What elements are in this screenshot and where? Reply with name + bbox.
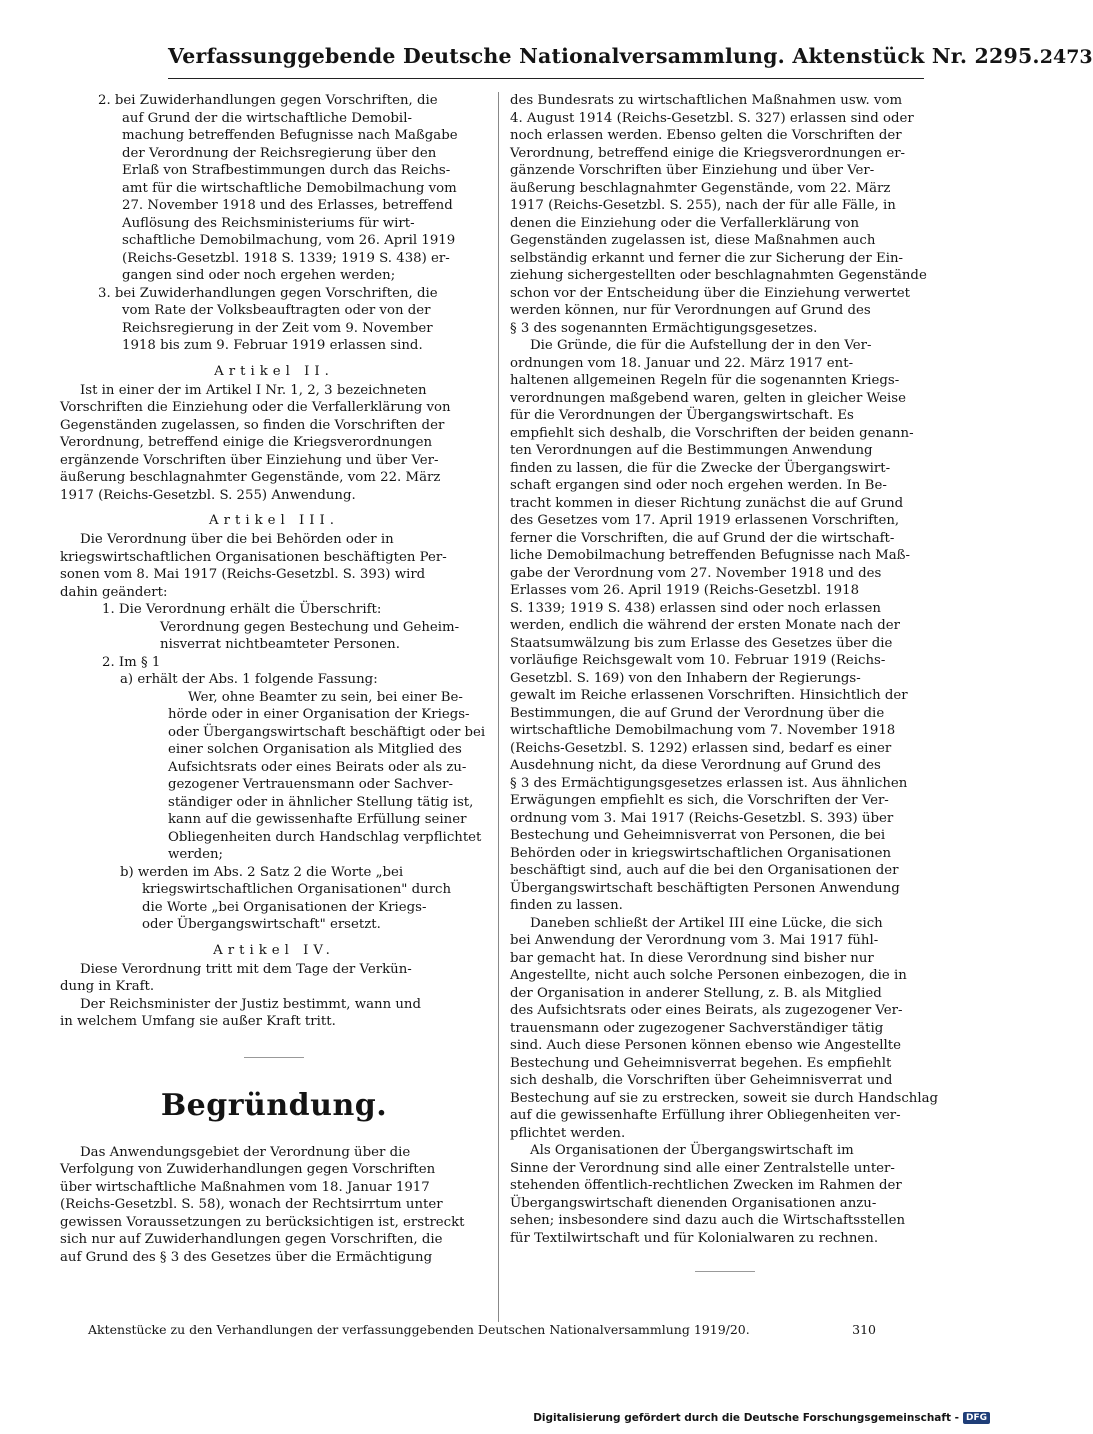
text-line: Angestellte, nicht auch solche Personen einbezogen, die in (510, 968, 907, 983)
dfg-logo: DFG (963, 1412, 990, 1424)
text-line: Die Verordnung über die bei Behörden oder in (80, 532, 394, 547)
left-column (60, 92, 488, 1266)
text-line: Bestechung auf sie zu erstrecken, soweit sie durch Handschlag (510, 1090, 939, 1106)
text-line: dahin geändert: (60, 584, 168, 600)
text-line: noch erlassen werden. Ebenso gelten die Vorschriften der (510, 128, 902, 143)
text-line: finden zu lassen. (510, 898, 623, 913)
text-line: sich nur auf Zuwiderhandlungen gegen Vorschriften, die (60, 1232, 443, 1247)
text-line: (Reichs-Gesetzbl. S. 1292) erlassen sind, bedarf es einer (510, 740, 892, 756)
text-line: der Organisation in anderer Stellung, z. B. als Mitglied (510, 985, 882, 1001)
text-line: einer solchen Organisation als Mitglied des (168, 742, 462, 757)
text-line: auf die gewissenhafte Erfüllung ihrer Obliegenheiten ver- (510, 1108, 901, 1123)
text-line: beschäftigt sind, auch auf die bei den Organisationen der (510, 863, 899, 878)
text-line: äußerung beschlagnahmter Gegenstände, vom 22. März (510, 180, 891, 196)
text-line: Bestimmungen, die auf Grund der Verordnung über die (510, 705, 885, 721)
text-line: 3. bei Zuwiderhandlungen gegen Vorschriften, die (98, 285, 438, 301)
text-line: Ist in einer der im Artikel I Nr. 1, 2, 3 bezeichneten (80, 382, 427, 398)
text-line: gewalt im Reiche erlassenen Vorschriften. Hinsichtlich der (510, 688, 908, 703)
text-line: bar gemacht hat. In diese Verordnung sind bisher nur (510, 950, 874, 966)
text-line: Übergangswirtschaft dienenden Organisationen anzu- (510, 1195, 877, 1211)
text-line: sonen vom 8. Mai 1917 (Reichs-Gesetzbl. S. 393) wird (60, 567, 426, 582)
header-title: Verfassunggebende Deutsche Nationalversammlung. Aktenstück Nr. 2295. (168, 44, 1040, 68)
text-line: hörde oder in einer Organisation der Kriegs- (168, 707, 470, 722)
text-line: finden zu lassen, die für die Zwecke der Übergangswirt- (510, 460, 891, 476)
text-line: ständiger oder in ähnlicher Stellung tätig ist, (168, 794, 474, 810)
text-line: werden können, nur für Verordnungen auf Grund des (510, 303, 871, 318)
text-line: amt für die wirtschaftliche Demobilmachung vom (122, 180, 457, 196)
text-line: Gegenständen zugelassen ist, diese Maßnahmen auch (510, 233, 876, 248)
text-line: des Gesetzes vom 17. April 1919 erlassenen Vorschriften, (510, 513, 900, 528)
text-line: gewissen Voraussetzungen zu berücksichtigen ist, erstreckt (60, 1214, 465, 1230)
page-number: 2473 (1039, 46, 1093, 68)
text-line: kriegswirtschaftlichen Organisationen" durch (142, 882, 452, 897)
text-line: über wirtschaftliche Maßnahmen vom 18. Januar 1917 (60, 1179, 430, 1195)
text-line: Erlasses vom 26. April 1919 (Reichs-Gesetzbl. 1918 (510, 583, 860, 598)
text-line: Aufsichtsrats oder eines Beirats oder als zu- (168, 759, 467, 775)
text-line: Verordnung gegen Bestechung und Geheim- (160, 619, 460, 635)
text-line: selbständig erkannt und ferner die zur Sicherung der Ein- (510, 250, 904, 266)
right-column (510, 92, 940, 1282)
text-line: für die Verordnungen der Übergangswirtschaft. Es (510, 408, 854, 423)
artikel-heading: Artikel II. (214, 363, 334, 379)
sheet-number: 310 (852, 1322, 876, 1337)
digitization-credit (533, 1412, 990, 1424)
column-divider (498, 92, 499, 1322)
text-line: Gesetzbl. S. 169) von den Inhabern der Regierungs- (510, 670, 861, 686)
text-line: 1917 (Reichs-Gesetzbl. S. 255), nach der für alle Fälle, in (510, 198, 896, 213)
text-line: gangen sind oder noch ergehen werden; (122, 268, 396, 283)
text-line: § 3 des sogenannten Ermächtigungsgesetzes. (510, 320, 818, 336)
text-line: nisverrat nichtbeamteter Personen. (160, 637, 400, 652)
text-line: die Worte „bei Organisationen der Kriegs- (142, 899, 427, 915)
text-line: kriegswirtschaftlichen Organisationen beschäftigten Per- (60, 549, 447, 565)
text-line: 4. August 1914 (Reichs-Gesetzbl. S. 327) erlassen sind oder (510, 110, 914, 126)
text-line: sehen; insbesondere sind dazu auch die Wirtschaftsstellen (510, 1213, 906, 1228)
text-line: liche Demobilmachung betreffenden Befugnisse nach Maß- (510, 548, 911, 563)
text-line: Bestechung und Geheimnisverrat von Personen, die bei (510, 828, 886, 843)
text-line: schon vor der Entscheidung über die Einziehung verwertet (510, 285, 911, 301)
text-line: auf Grund der die wirtschaftliche Demobil- (122, 110, 412, 126)
text-line: verordnungen maßgebend waren, gelten in gleicher Weise (510, 390, 906, 406)
text-line: Übergangswirtschaft beschäftigten Personen Anwendung (510, 880, 900, 896)
text-line: a) erhält der Abs. 1 folgende Fassung: (120, 672, 378, 687)
text-line: Obliegenheiten durch Handschlag verpflichtet (168, 829, 482, 845)
text-line: ziehung sichergestellten oder beschlagnahmten Gegenstände (510, 268, 927, 283)
text-line: pflichtet werden. (510, 1125, 626, 1141)
text-line: Erwägungen empfiehlt es sich, die Vorschriften der Ver- (510, 793, 889, 808)
text-line: dung in Kraft. (60, 979, 155, 994)
text-line: für Textilwirtschaft und für Kolonialwaren zu rechnen. (510, 1230, 879, 1246)
text-line: ordnungen vom 18. Januar und 22. März 1917 ent- (510, 355, 854, 371)
text-line: Auflösung des Reichsministeriums für wirt- (122, 215, 415, 231)
section-separator (695, 1271, 755, 1272)
text-line: Die Gründe, die für die Aufstellung der in den Ver- (530, 338, 872, 353)
text-line: Behörden oder in kriegswirtschaftlichen Organisationen (510, 845, 892, 861)
text-line: auf Grund des § 3 des Gesetzes über die Ermächtigung (60, 1249, 433, 1265)
text-line: kann auf die gewissenhafte Erfüllung seiner (168, 812, 467, 827)
text-line: Verordnung, betreffend einige die Kriegsverordnungen (60, 435, 433, 450)
text-line: sich deshalb, die Vorschriften über Geheimnisverrat und (510, 1073, 893, 1088)
text-line: denen die Einziehung oder die Verfallerklärung von (510, 215, 860, 231)
text-line: sind. Auch diese Personen können ebenso wie Angestellte (510, 1038, 901, 1053)
text-line: 2. bei Zuwiderhandlungen gegen Vorschriften, die (98, 93, 438, 108)
text-line: S. 1339; 1919 S. 438) erlassen sind oder noch erlassen (510, 600, 881, 616)
text-line: ergänzende Vorschriften über Einziehung und über Ver- (60, 452, 439, 468)
page-footer (88, 1322, 938, 1337)
text-line: Vorschriften die Einziehung oder die Verfallerklärung von (60, 400, 451, 415)
text-line: Wer, ohne Beamter zu sein, bei einer Be- (188, 689, 463, 705)
section-separator (244, 1057, 304, 1058)
text-line: ordnung vom 3. Mai 1917 (Reichs-Gesetzbl. S. 393) über (510, 810, 894, 826)
text-line: schaftliche Demobilmachung, vom 26. April 1919 (122, 233, 456, 248)
text-line: oder Übergangswirtschaft" ersetzt. (142, 917, 381, 932)
text-line: 27. November 1918 und des Erlasses, betreffend (122, 198, 453, 213)
text-line: Der Reichsminister der Justiz bestimmt, wann und (80, 996, 422, 1012)
text-line: machung betreffenden Befugnisse nach Maßgabe (122, 128, 458, 143)
text-line: 2. Im § 1 (102, 654, 161, 670)
text-line: b) werden im Abs. 2 Satz 2 die Worte „bei (120, 864, 404, 880)
artikel-heading: Artikel IV. (213, 942, 335, 958)
text-line: ferner die Vorschriften, die auf Grund der die wirtschaft- (510, 530, 895, 546)
text-line: Verfolgung von Zuwiderhandlungen gegen Vorschriften (60, 1162, 436, 1177)
text-line: schaft ergangen sind oder noch ergehen werden. In Be- (510, 478, 887, 493)
text-line: gabe der Verordnung vom 27. November 1918 und des (510, 565, 882, 581)
text-line: Sinne der Verordnung sind alle einer Zentralstelle unter- (510, 1160, 895, 1176)
text-line: gänzende Vorschriften über Einziehung und über Ver- (510, 163, 875, 178)
text-line: Reichsregierung in der Zeit vom 9. November (122, 320, 433, 336)
text-line: (Reichs-Gesetzbl. 1918 S. 1339; 1919 S. 438) er- (122, 250, 450, 266)
text-line: tracht kommen in dieser Richtung zunächst die auf Grund (510, 495, 904, 511)
text-line: vom Rate der Volksbeauftragten oder von der (122, 303, 431, 318)
text-line: vorläufige Reichsgewalt vom 10. Februar 1919 (Reichs- (510, 653, 886, 668)
text-line: 1918 bis zum 9. Februar 1919 erlassen sind. (122, 338, 423, 353)
text-line: Ausdehnung nicht, da diese Verordnung auf Grund des (510, 758, 881, 773)
text-line: Gegenständen zugelassen, so finden die Vorschriften der (60, 417, 445, 433)
text-line: Daneben schließt der Artikel III eine Lücke, die sich (530, 915, 883, 931)
text-line: § 3 des Ermächtigungsgesetzes erlassen ist. Aus ähnlichen (510, 775, 908, 791)
footer-text: Aktenstücke zu den Verhandlungen der verfassunggebenden Deutschen Nationalversammlung 1919/20. (88, 1322, 750, 1337)
text-line: des Aufsichtsrats oder eines Beirats, als zugezogener Ver- (510, 1003, 903, 1018)
text-line: haltenen allgemeinen Regeln für die sogenannten Kriegs- (510, 373, 900, 388)
text-line: empfiehlt sich deshalb, die Vorschriften der beiden genann- (510, 425, 914, 441)
text-line: wirtschaftliche Demobilmachung vom 7. November 1918 (510, 723, 896, 738)
running-header (168, 44, 1093, 79)
text-line: werden; (168, 847, 224, 862)
text-line: (Reichs-Gesetzbl. S. 58), wonach der Rechtsirrtum unter (60, 1197, 443, 1212)
text-line: bei Anwendung der Verordnung vom 3. Mai 1917 fühl- (510, 933, 879, 948)
text-line: des Bundesrats zu wirtschaftlichen Maßnahmen usw. vom (510, 93, 903, 108)
text-line: gezogener Vertrauensmann oder Sachver- (168, 777, 453, 792)
artikel-heading: Artikel III. (209, 513, 339, 528)
text-line: 1. Die Verordnung erhält die Überschrift: (102, 602, 382, 617)
text-line: Als Organisationen der Übergangswirtschaft im (530, 1143, 854, 1158)
text-line: trauensmann oder zugezogener Sachverständiger tätig (510, 1020, 884, 1036)
text-line: Diese Verordnung tritt mit dem Tage der Verkün- (80, 961, 412, 977)
text-line: äußerung beschlagnahmter Gegenstände, vom 22. März (60, 470, 441, 485)
text-line: werden, endlich die während der ersten Monate nach der (510, 618, 900, 633)
text-line: Bestechung und Geheimnisverrat begehen. Es empfiehlt (510, 1055, 892, 1071)
text-line: 1917 (Reichs-Gesetzbl. S. 255) Anwendung. (60, 487, 356, 503)
text-line: ten Verordnungen auf die Bestimmungen Anwendung (510, 443, 873, 458)
text-line: stehenden öffentlich-rechtlichen Zwecken im Rahmen der (510, 1178, 902, 1193)
text-line: in welchem Umfang sie außer Kraft tritt. (60, 1014, 336, 1029)
begruendung-heading: Begründung. (160, 1087, 388, 1123)
text-line: der Verordnung der Reichsregierung über den (122, 145, 437, 161)
text-line: Das Anwendungsgebiet der Verordnung über die (80, 1144, 411, 1160)
credit-text: Digitalisierung gefördert durch die Deutsche Forschungsgemeinschaft - (533, 1412, 959, 1424)
text-line: Staatsumwälzung bis zum Erlasse des Gesetzes über die (510, 635, 893, 651)
text-line: Erlaß von Strafbestimmungen durch das Reichs- (122, 163, 451, 178)
text-line: oder Übergangswirtschaft beschäftigt oder bei (168, 724, 486, 740)
text-line: Verordnung, betreffend einige die Kriegsverordnungen er- (510, 145, 906, 161)
